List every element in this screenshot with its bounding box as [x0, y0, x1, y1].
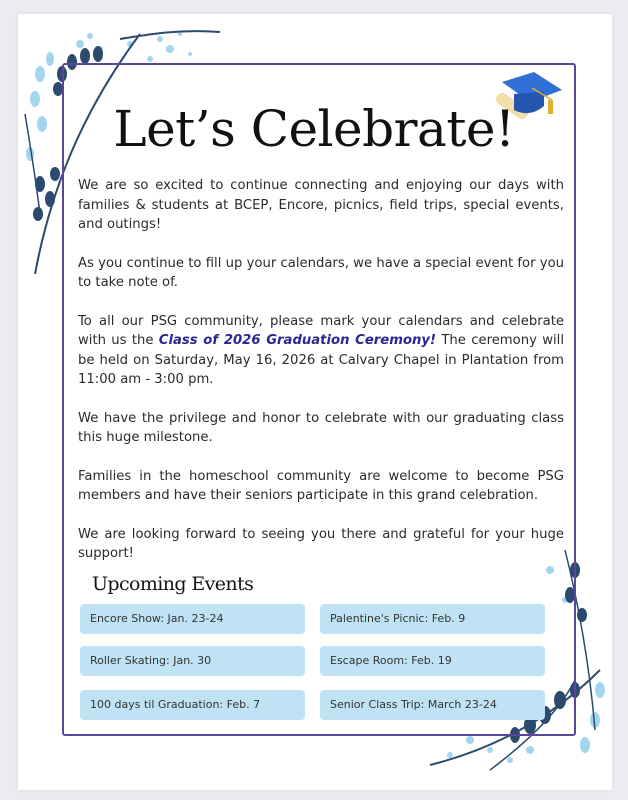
- page-title: Let’s Celebrate!: [113, 100, 515, 158]
- ceremony-highlight: Class of 2026 Graduation Ceremony!: [158, 333, 437, 348]
- event-item: Roller Skating: Jan. 30: [80, 646, 305, 676]
- ceremony-text-after: The ceremony will be held on Saturday, May 16, 2026 at Calvary Chapel in Plantation from 11:00 am - 3:00 pm.: [78, 333, 564, 387]
- paragraph-milestone: We have the privilege and honor to celebrate with our graduating class this huge milestone.: [78, 410, 564, 445]
- event-item: Palentine's Picnic: Feb. 9: [320, 604, 545, 634]
- paragraph-calendar: As you continue to fill up your calendars, we have a special event for you to take note of.: [78, 255, 564, 290]
- event-item: Encore Show: Jan. 23-24: [80, 604, 305, 634]
- event-item: Senior Class Trip: March 23-24: [320, 690, 545, 720]
- paragraph-membership: Families in the homeschool community are welcome to become PSG members and have their seniors participate in this grand celebration.: [78, 468, 564, 503]
- event-item: Escape Room: Feb. 19: [320, 646, 545, 676]
- paragraph-intro: We are so excited to continue connecting and enjoying our days with families & students at BCEP, Encore, picnics, field trips, special events, and outings!: [78, 178, 564, 232]
- event-item: 100 days til Graduation: Feb. 7: [80, 690, 305, 720]
- ceremony-text-before: To all our PSG community, please mark your calendars and celebrate with us the: [78, 313, 564, 348]
- paragraph-thanks: We are looking forward to seeing you there and grateful for your huge support!: [78, 526, 564, 561]
- upcoming-events-heading: Upcoming Events: [92, 573, 254, 595]
- paragraph-ceremony: [78, 312, 564, 390]
- letter-body: [78, 176, 564, 583]
